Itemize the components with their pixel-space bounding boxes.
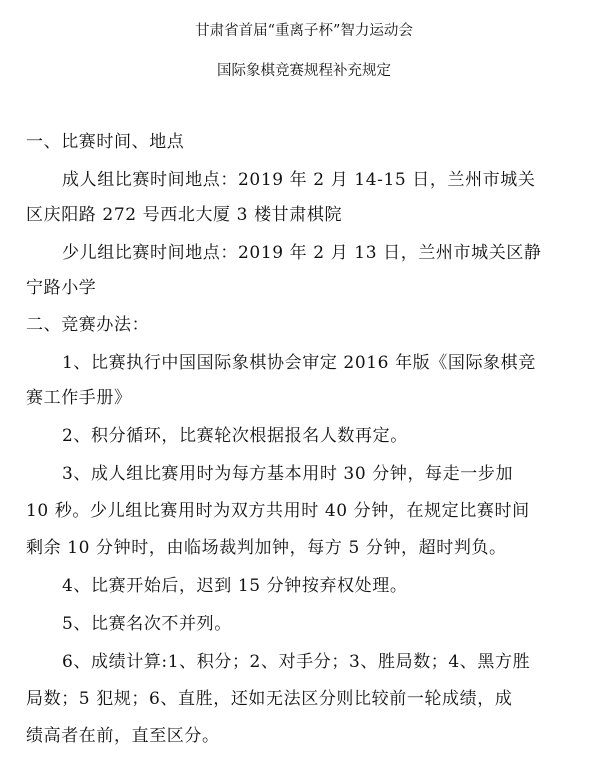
rule-3-line-2: 10 秒。少儿组比赛用时为双方共用时 40 分钟，在规定比赛时间 (26, 501, 530, 521)
junior-schedule-line-1: 少儿组比赛时间地点：2019 年 2 月 13 日，兰州市城关区静 (62, 243, 542, 263)
section-1-heading: 一、比赛时间、地点 (26, 132, 185, 152)
rule-2-line-1: 2、积分循环，比赛轮次根据报名人数再定。 (62, 426, 408, 446)
rule-4-line-1: 4、比赛开始后，迟到 15 分钟按弃权处理。 (62, 576, 408, 596)
adult-schedule-line-1: 成人组比赛时间地点：2019 年 2 月 14-15 日，兰州市城关 (62, 170, 536, 190)
junior-schedule-line-2: 宁路小学 (26, 278, 97, 298)
section-2-heading: 二、竞赛办法： (26, 315, 150, 335)
document-title-line-2: 国际象棋竞赛规程补充规定 (217, 63, 391, 79)
rule-1-line-2: 赛工作手册》 (26, 388, 132, 408)
document-title-line-1: 甘肃省首届“重离子杯”智力运动会 (195, 23, 413, 39)
rule-3-line-3: 剩余 10 分钟时，由临场裁判加钟，每方 5 分钟，超时判负。 (26, 538, 507, 558)
rule-1-line-1: 1、比赛执行中国国际象棋协会审定 2016 年版《国际象棋竞 (62, 353, 536, 373)
rule-6-line-1: 6、成绩计算:1、积分；2、对手分；3、胜局数；4、黑方胜 (62, 652, 531, 672)
rule-6-line-3: 绩高者在前，直至区分。 (26, 726, 220, 746)
rule-3-line-1: 3、成人组比赛用时为每方基本用时 30 分钟，每走一步加 (62, 464, 514, 484)
rule-6-line-2: 局数；5 犯规；6、直胜，还如无法区分则比较前一轮成绩，成 (26, 689, 513, 709)
rule-5-line-1: 5、比赛名次不并列。 (62, 614, 232, 634)
adult-schedule-line-2: 区庆阳路 272 号西北大厦 3 楼甘肃棋院 (26, 205, 343, 225)
